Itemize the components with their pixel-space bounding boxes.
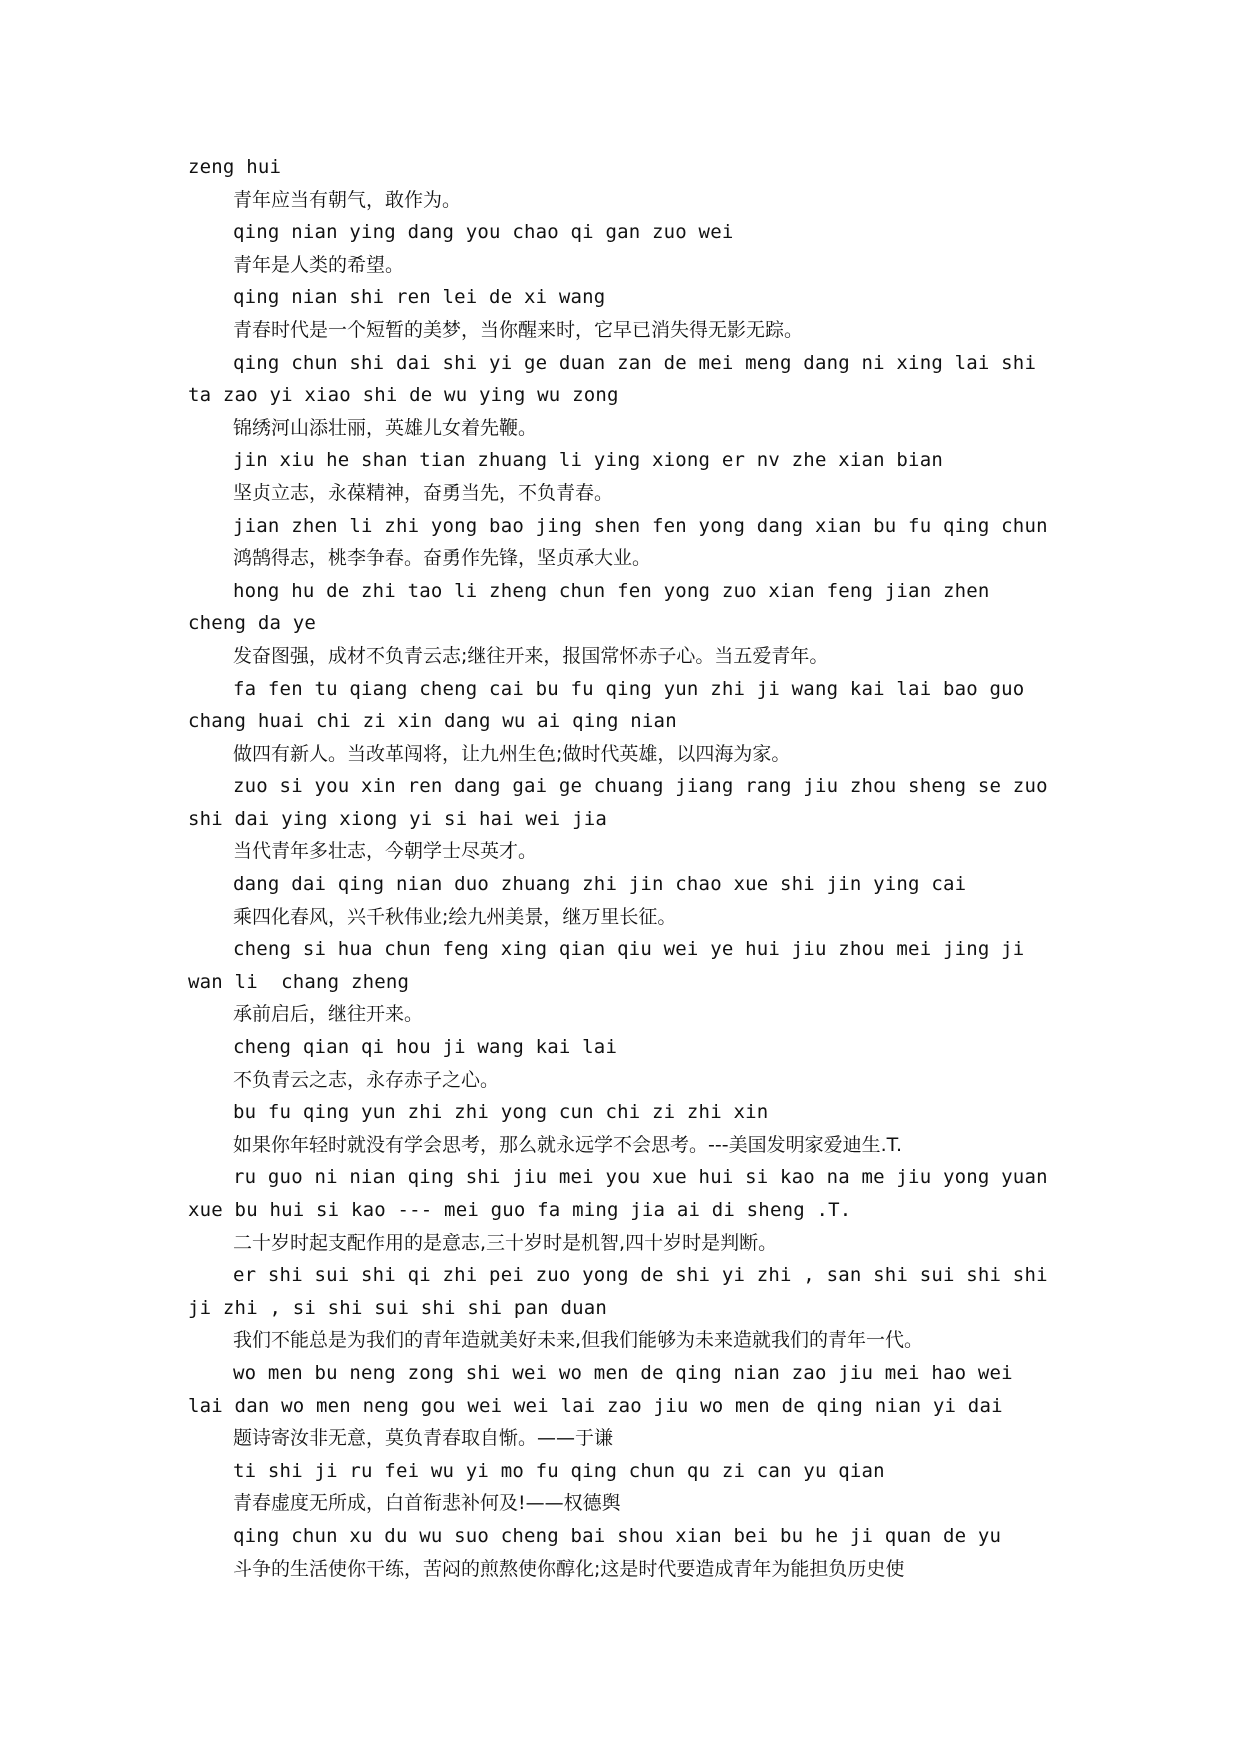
pinyin-line: er shi sui shi qi zhi pei zuo yong de shi yi zhi , san shi sui shi shi ji zhi , si shi sui shi shi pan duan	[188, 1264, 1060, 1319]
chinese-line: 不负青云之志，永存赤子之心。	[233, 1068, 500, 1091]
chinese-line: 我们不能总是为我们的青年造就美好未来,但我们能够为未来造就我们的青年一代。	[233, 1329, 924, 1352]
pinyin-line: zeng hui	[188, 156, 282, 178]
pinyin-line: hong hu de zhi tao li zheng chun fen yong zuo xian feng jian zhen cheng da ye	[188, 579, 1002, 635]
chinese-line: 青年应当有朝气，敢作为。	[233, 188, 462, 211]
pinyin-line: cheng si hua chun feng xing qian qiu wei ye hui jiu zhou mei jing ji wan li chang zheng	[188, 938, 1037, 993]
chinese-line: 锦绣河山添壮丽，英雄儿女着先鞭。	[233, 416, 538, 439]
pinyin-line: qing nian shi ren lei de xi wang	[233, 286, 606, 309]
pinyin-line: fa fen tu qiang cheng cai bu fu qing yun zhi ji wang kai lai bao guo chang huai chi zi xin dang wu ai qing nian	[188, 677, 1037, 733]
chinese-line: 如果你年轻时就没有学会思考，那么就永远学不会思考。---美国发明家爱迪生.T.	[233, 1133, 903, 1156]
document-body	[188, 151, 1060, 1585]
pinyin-line: qing chun shi dai shi yi ge duan zan de mei meng dang ni xing lai shi ta zao yi xiao shi de wu ying wu zong	[188, 351, 1048, 407]
chinese-line: 青春时代是一个短暂的美梦，当你醒来时，它早已消失得无影无踪。	[233, 318, 804, 341]
chinese-line: 坚贞立志，永葆精神，奋勇当先，不负青春。	[233, 481, 614, 504]
chinese-line: 做四有新人。当改革闯将，让九州生色;做时代英雄，以四海为家。	[233, 742, 791, 765]
pinyin-line: qing nian ying dang you chao qi gan zuo wei	[233, 221, 734, 244]
pinyin-line: cheng qian qi hou ji wang kai lai	[233, 1036, 618, 1059]
chinese-line: 二十岁时起支配作用的是意志,三十岁时是机智,四十岁时是判断。	[233, 1231, 778, 1254]
chinese-line: 青年是人类的希望。	[233, 253, 405, 276]
pinyin-line: ru guo ni nian qing shi jiu mei you xue hui si kao na me jiu yong yuan xue bu hui si kao --- mei guo fa ming jia ai di sheng .T.	[188, 1166, 1060, 1221]
pinyin-line: ti shi ji ru fei wu yi mo fu qing chun qu zi can yu qian	[233, 1459, 885, 1482]
pinyin-line: dang dai qing nian duo zhuang zhi jin chao xue shi jin ying cai	[233, 873, 967, 896]
chinese-line: 题诗寄汝非无意，莫负青春取自惭。——于谦	[233, 1427, 614, 1450]
pinyin-line: zuo si you xin ren dang gai ge chuang jiang rang jiu zhou sheng se zuo shi dai ying xiong yi si hai wei jia	[188, 775, 1060, 830]
pinyin-line: wo men bu neng zong shi wei wo men de qing nian zao jiu mei hao wei lai dan wo men neng gou wei wei lai zao jiu wo men de qing nian yi dai	[188, 1361, 1025, 1417]
chinese-line: 承前启后，继往开来。	[233, 1003, 424, 1026]
pinyin-line: bu fu qing yun zhi zhi yong cun chi zi zhi xin	[233, 1101, 769, 1124]
chinese-line: 乘四化春风，兴千秋伟业;绘九州美景，继万里长征。	[233, 905, 677, 928]
chinese-line: 青春虚度无所成，白首衔悲补何及!——权德舆	[233, 1492, 621, 1515]
chinese-line: 当代青年多壮志，今朝学士尽英才。	[233, 840, 538, 863]
pinyin-line: jin xiu he shan tian zhuang li ying xiong er nv zhe xian bian	[233, 449, 943, 472]
chinese-line: 斗争的生活使你干练，苦闷的煎熬使你醇化;这是时代要造成青年为能担负历史使	[233, 1557, 905, 1580]
chinese-line: 发奋图强，成材不负青云志;继往开来，报国常怀赤子心。当五爱青年。	[233, 644, 829, 667]
chinese-line: 鸿鹄得志，桃李争春。奋勇作先锋，坚贞承大业。	[233, 547, 652, 570]
pinyin-line: jian zhen li zhi yong bao jing shen fen yong dang xian bu fu qing chun	[233, 514, 1048, 537]
pinyin-line: qing chun xu du wu suo cheng bai shou xian bei bu he ji quan de yu	[233, 1524, 1002, 1547]
